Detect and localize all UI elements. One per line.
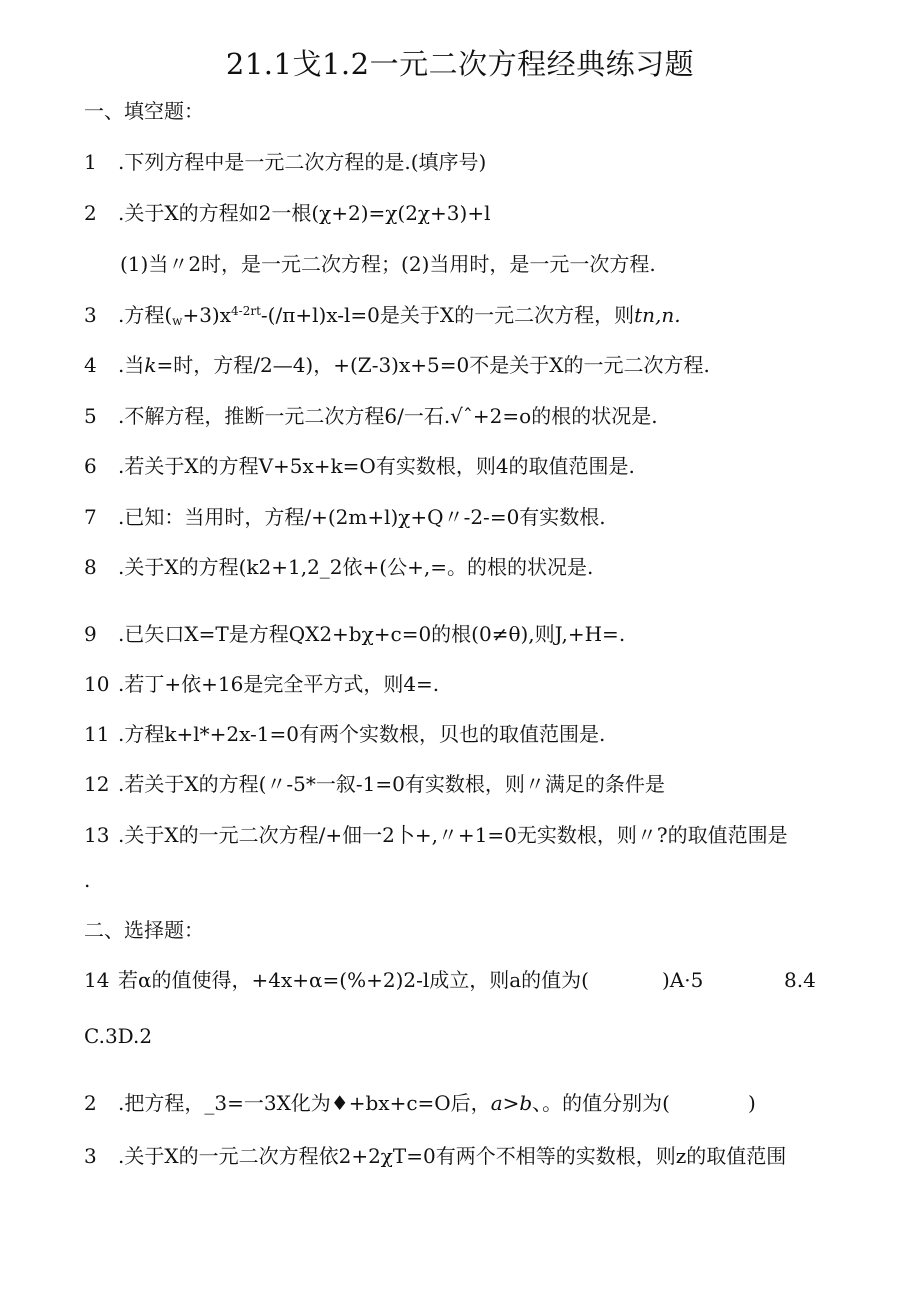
question-number: 6 (84, 454, 97, 478)
section-heading-fill-in: 一、填空题： (84, 99, 204, 123)
question-text-b: +3)x (182, 303, 232, 327)
question-text: .已知：当用时，方程/+(2m+l)χ+Q〃-2-=0有实数根. (118, 505, 606, 529)
question-1 (84, 149, 486, 175)
question-12 (84, 771, 665, 797)
question-13 (84, 822, 788, 848)
question-number: 1 (84, 150, 97, 174)
question-text: .已矢口X=T是方程QX2+bχ+c=0的根(0≠θ),则J,+H=. (118, 622, 626, 646)
option-a: )A·5 (662, 968, 704, 992)
section-heading-choice: 二、选择题： (84, 918, 204, 942)
question-4 (84, 352, 710, 378)
question-8 (84, 554, 593, 580)
question-number: 5 (84, 404, 97, 428)
page-title: 21.1戈1.2一元二次方程经典练习题 (225, 47, 695, 81)
question-text: .若丁+依+16是完全平方式，则4=. (118, 672, 440, 696)
question-number: 2 (84, 201, 97, 225)
question-text: .不解方程，推断一元二次方程6/一石.√ˆ+2=o的根的状况是. (118, 404, 658, 428)
question-number: 11 (84, 722, 110, 746)
question-number: 12 (84, 772, 110, 796)
question-13-continuation: . (84, 868, 91, 892)
question-10 (84, 671, 439, 697)
question-text-c: -(/π+l)x-l=0是关于X的一元二次方程，则 (260, 303, 635, 327)
question-text: .方程k+l*+2x-1=0有两个实数根，贝也的取值范围是. (118, 722, 606, 746)
question-text: .若关于X的方程(〃-5*一叙-1=0有实数根，则〃满足的条件是 (118, 772, 665, 796)
question-text-a: .当 (118, 353, 145, 377)
question-text: .关于X的一元二次方程依2+2χT=0有两个不相等的实数根，则z的取值范围 (118, 1144, 787, 1168)
choice-question-2 (84, 1090, 784, 1116)
answer-blank-close: ) (748, 1091, 756, 1115)
question-9 (84, 621, 625, 647)
question-2 (84, 200, 491, 226)
question-number: 10 (84, 672, 110, 696)
question-number: 4 (84, 353, 97, 377)
question-text-b: =时，方程/2—4)，+(Z-3)x+5=0不是关于X的一元二次方程. (156, 353, 710, 377)
question-text-b: 、。的值分别为( (532, 1091, 670, 1115)
question-number: 9 (84, 622, 97, 646)
question-text: .若关于X的方程V+5x+k=O有实数根，则4的取值范围是. (118, 454, 635, 478)
question-14 (84, 967, 844, 993)
question-14-options-c-d: C.3D.2 (84, 1024, 153, 1048)
choice-question-3 (84, 1143, 786, 1169)
question-6 (84, 453, 635, 479)
question-number: 8 (84, 555, 97, 579)
question-number: 2 (84, 1091, 97, 1115)
question-text-d: tn,n. (634, 303, 681, 327)
question-2-subparts: (1)当〃2时，是一元二次方程；(2)当用时，是一元一次方程. (120, 252, 656, 276)
question-text-ab: a>b (490, 1091, 533, 1115)
question-number: 14 (84, 968, 110, 992)
question-subscript: w (172, 314, 183, 328)
question-5 (84, 403, 658, 429)
question-number: 3 (84, 1144, 97, 1168)
question-7 (84, 504, 606, 530)
question-exponent: 4-2rt (231, 304, 261, 318)
question-text-a: .把方程，_3=一3X化为♦+bx+c=O后， (118, 1091, 491, 1115)
question-text: .下列方程中是一元二次方程的是.(填序号) (118, 150, 487, 174)
question-text: 若α的值使得，+4x+α=(%+2)2-l成立，则a的值为( (118, 968, 589, 992)
question-text-a: .方程( (118, 303, 173, 327)
option-b: 8.4 (784, 968, 816, 992)
question-text: .关于X的方程如2一根(χ+2)=χ(2χ+3)+l (118, 201, 491, 225)
question-11 (84, 721, 605, 747)
question-3 (84, 302, 681, 328)
question-number: 7 (84, 505, 97, 529)
question-text: .关于X的一元二次方程/+佃一2卜+,〃+1=0无实数根，则〃?的取值范围是 (118, 823, 788, 847)
question-variable-k: k (144, 353, 157, 377)
question-number: 13 (84, 823, 110, 847)
question-number: 3 (84, 303, 97, 327)
question-text: .关于X的方程(k2+1,2_2依+(公+,=。的根的状况是. (118, 555, 594, 579)
